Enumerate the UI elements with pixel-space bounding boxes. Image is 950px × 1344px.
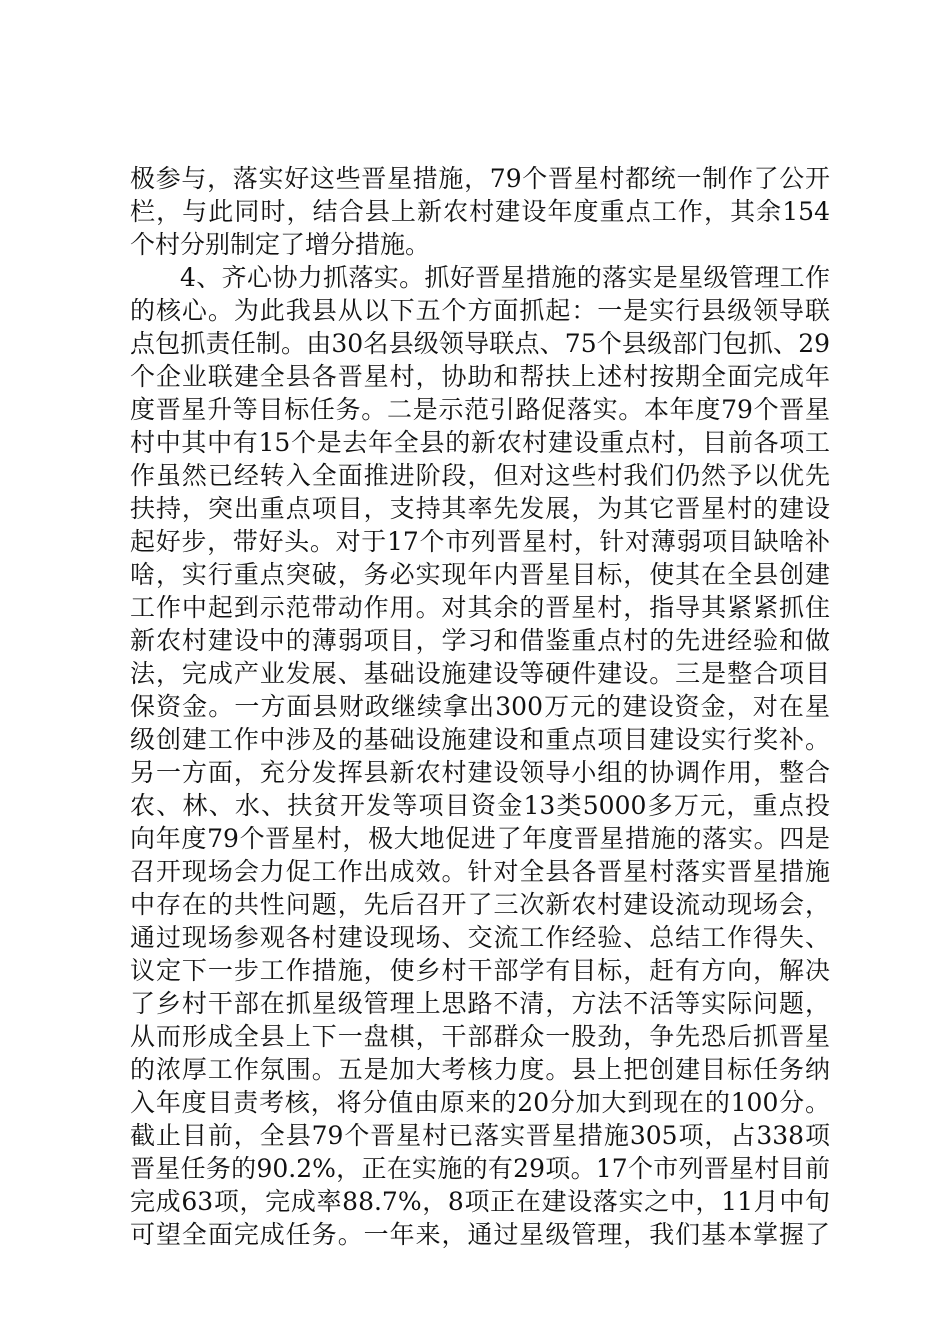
- text-line: 的核心。为此我县从以下五个方面抓起：一是实行县级领导联: [130, 296, 830, 325]
- text-line: 扶持，突出重点项目，支持其率先发展，为其它晋星村的建设: [130, 494, 830, 523]
- text-line: 作虽然已经转入全面推进阶段，但对这些村我们仍然予以优先: [130, 461, 830, 490]
- text-line: 截止目前，全县79个晋星村已落实晋星措施305项，占338项: [130, 1121, 830, 1150]
- text-line: 保资金。一方面县财政继续拿出300万元的建设资金，对在星: [130, 692, 830, 721]
- text-line: 新农村建设中的薄弱项目，学习和借鉴重点村的先进经验和做: [130, 626, 830, 655]
- text-line: 议定下一步工作措施，使乡村干部学有目标，赶有方向，解决: [130, 956, 830, 985]
- text-line: 度晋星升等目标任务。二是示范引路促落实。本年度79个晋星: [130, 395, 830, 424]
- text-line: 点包抓责任制。由30名县级领导联点、75个县级部门包抓、29: [130, 329, 830, 358]
- text-line: 栏，与此同时，结合县上新农村建设年度重点工作，其余154: [130, 197, 830, 226]
- text-line: 另一方面，充分发挥县新农村建设领导小组的协调作用，整合: [130, 758, 830, 787]
- text-line: 个企业联建全县各晋星村，协助和帮扶上述村按期全面完成年: [130, 362, 830, 391]
- text-line: 农、林、水、扶贫开发等项目资金13类5000多万元，重点投: [130, 791, 830, 820]
- text-line: 通过现场参观各村建设现场、交流工作经验、总结工作得失、: [130, 923, 830, 952]
- text-line: 级创建工作中涉及的基础设施建设和重点项目建设实行奖补。: [130, 725, 830, 754]
- text-line: 啥，实行重点突破，务必实现年内晋星目标，使其在全县创建: [130, 560, 830, 589]
- text-line: 工作中起到示范带动作用。对其余的晋星村，指导其紧紧抓住: [130, 593, 830, 622]
- text-line: 的浓厚工作氛围。五是加大考核力度。县上把创建目标任务纳: [130, 1055, 830, 1084]
- text-line: 可望全面完成任务。一年来，通过星级管理，我们基本掌握了: [130, 1220, 830, 1249]
- text-line: 法，完成产业发展、基础设施建设等硬件建设。三是整合项目: [130, 659, 830, 688]
- text-line: 村中其中有15个是去年全县的新农村建设重点村，目前各项工: [130, 428, 830, 457]
- text-line: 召开现场会力促工作出成效。针对全县各晋星村落实晋星措施: [130, 857, 830, 886]
- text-line: 了乡村干部在抓星级管理上思路不清，方法不活等实际问题，: [130, 989, 830, 1018]
- text-line: 入年度目责考核，将分值由原来的20分加大到现在的100分。: [130, 1088, 830, 1117]
- text-line: 个村分别制定了增分措施。: [130, 230, 431, 259]
- text-line: 完成63项，完成率88.7%，8项正在建设落实之中，11月中旬: [130, 1187, 830, 1216]
- text-line: 中存在的共性问题，先后召开了三次新农村建设流动现场会，: [130, 890, 830, 919]
- text-line: 起好步，带好头。对于17个市列晋星村，针对薄弱项目缺啥补: [130, 527, 830, 556]
- text-line: 向年度79个晋星村，极大地促进了年度晋星措施的落实。四是: [130, 824, 830, 853]
- text-line: 极参与，落实好这些晋星措施，79个晋星村都统一制作了公开: [130, 164, 830, 193]
- text-line: 从而形成全县上下一盘棋，干部群众一股劲，争先恐后抓晋星: [130, 1022, 830, 1051]
- body-text: [130, 162, 830, 1251]
- text-line: 晋星任务的90.2%，正在实施的有29项。17个市列晋星村目前: [130, 1154, 830, 1183]
- text-line: 4、齐心协力抓落实。抓好晋星措施的落实是星级管理工作: [180, 263, 830, 292]
